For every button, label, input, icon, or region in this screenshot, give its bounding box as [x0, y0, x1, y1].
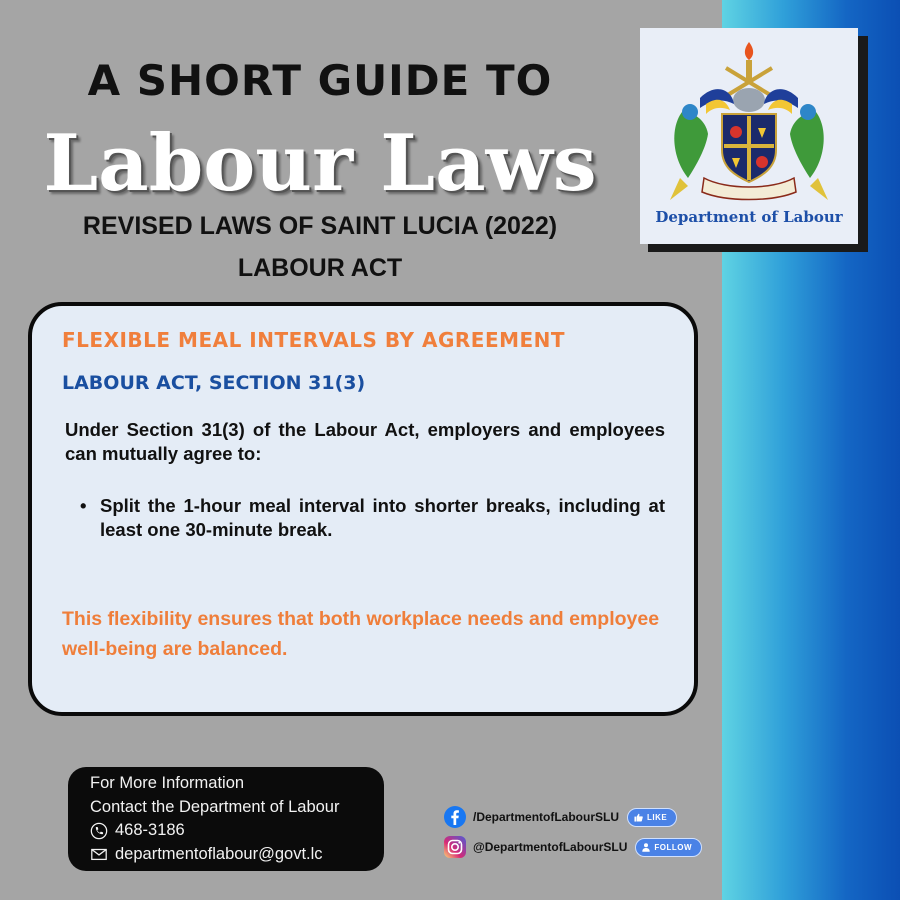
card-intro-text: Under Section 31(3) of the Labour Act, employers and employees can mutually agree to:: [65, 419, 665, 464]
contact-email: departmentoflabour@govt.lc: [115, 844, 323, 863]
instagram-row: [443, 835, 702, 859]
thumbs-up-icon: [634, 813, 643, 822]
subtitle-revised-laws: REVISED LAWS OF SAINT LUCIA (2022): [82, 212, 558, 240]
card-note: This flexibility ensures that both workplace needs and employee well-being are balanced.: [62, 608, 660, 660]
title-top: A SHORT GUIDE TO: [87, 56, 553, 105]
page-title: Labour Laws: [43, 118, 597, 209]
person-icon: [642, 843, 650, 852]
card-heading: FLEXIBLE MEAL INTERVALS BY AGREEMENT: [62, 328, 566, 352]
card-section-reference: LABOUR ACT, SECTION 31(3): [62, 372, 366, 394]
facebook-icon[interactable]: [443, 805, 467, 829]
list-item-text: Split the 1-hour meal interval into shorter breaks, including at least one 30-minute break.: [100, 495, 665, 540]
list-item: [80, 494, 665, 542]
bullet-icon: •: [80, 495, 87, 516]
follow-button-label: FOLLOW: [654, 842, 693, 852]
facebook-handle[interactable]: /DepartmentofLabourSLU: [473, 810, 620, 824]
phone-icon: [90, 822, 108, 840]
contact-line-2: Contact the Department of Labour: [90, 797, 340, 816]
contact-info-box: [68, 767, 384, 871]
contact-email-row[interactable]: [90, 843, 384, 867]
contact-phone: 468-3186: [115, 821, 185, 839]
instagram-icon[interactable]: [443, 835, 467, 859]
contact-line-1: For More Information: [90, 774, 245, 792]
like-button-label: LIKE: [647, 812, 668, 822]
facebook-like-button[interactable]: [627, 808, 677, 827]
contact-phone-row[interactable]: [90, 819, 384, 843]
content-card: [28, 302, 698, 716]
email-icon: [90, 845, 108, 863]
department-logo-card: [640, 28, 858, 244]
coat-of-arms-icon: [660, 38, 838, 208]
instagram-handle[interactable]: @DepartmentofLabourSLU: [473, 840, 628, 854]
logo-caption: Department of Labour: [655, 208, 843, 226]
subtitle-labour-act: LABOUR ACT: [237, 254, 403, 282]
instagram-follow-button[interactable]: [635, 838, 702, 857]
facebook-row: [443, 805, 677, 829]
